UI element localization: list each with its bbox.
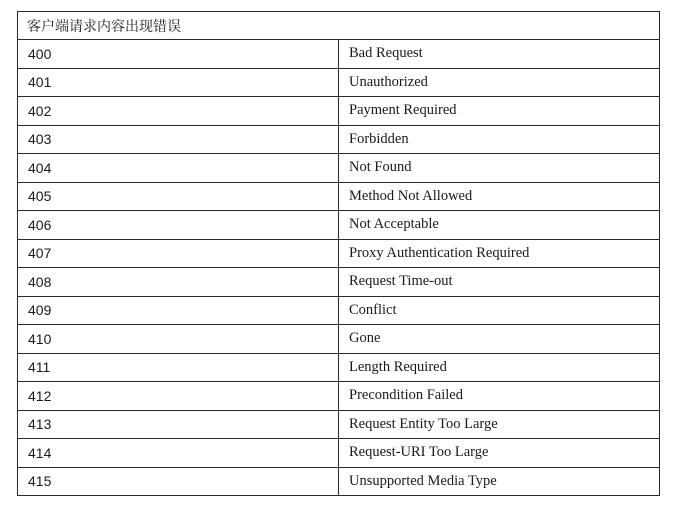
reason-phrase: Not Acceptable	[339, 211, 660, 240]
status-code: 403	[18, 125, 339, 154]
status-code: 413	[18, 410, 339, 439]
table-row	[18, 154, 660, 183]
table-row	[18, 68, 660, 97]
status-code: 410	[18, 325, 339, 354]
table-row	[18, 239, 660, 268]
reason-phrase: Bad Request	[339, 40, 660, 69]
status-code: 405	[18, 182, 339, 211]
table-row	[18, 410, 660, 439]
reason-phrase: Precondition Failed	[339, 382, 660, 411]
table-row	[18, 211, 660, 240]
table-row	[18, 353, 660, 382]
status-code: 402	[18, 97, 339, 126]
table-row	[18, 382, 660, 411]
reason-phrase: Gone	[339, 325, 660, 354]
status-code: 400	[18, 40, 339, 69]
reason-phrase: Proxy Authentication Required	[339, 239, 660, 268]
status-code: 401	[18, 68, 339, 97]
reason-phrase: Not Found	[339, 154, 660, 183]
table-row	[18, 467, 660, 496]
table-row	[18, 439, 660, 468]
reason-phrase: Request Time-out	[339, 268, 660, 297]
table-title-row	[18, 12, 660, 40]
reason-phrase: Unauthorized	[339, 68, 660, 97]
table-row	[18, 182, 660, 211]
reason-phrase: Request-URI Too Large	[339, 439, 660, 468]
status-code-table	[17, 11, 660, 496]
reason-phrase: Length Required	[339, 353, 660, 382]
reason-phrase: Conflict	[339, 296, 660, 325]
table-row	[18, 268, 660, 297]
status-code: 415	[18, 467, 339, 496]
status-code: 409	[18, 296, 339, 325]
status-code: 414	[18, 439, 339, 468]
status-code: 408	[18, 268, 339, 297]
status-code: 404	[18, 154, 339, 183]
reason-phrase: Method Not Allowed	[339, 182, 660, 211]
reason-phrase: Forbidden	[339, 125, 660, 154]
table-title: 客户端请求内容出现错误	[18, 12, 660, 40]
status-code-table-container	[17, 11, 660, 496]
status-code: 407	[18, 239, 339, 268]
status-code: 406	[18, 211, 339, 240]
table-row	[18, 97, 660, 126]
table-row	[18, 325, 660, 354]
status-code: 411	[18, 353, 339, 382]
status-code: 412	[18, 382, 339, 411]
table-body	[18, 12, 660, 496]
reason-phrase: Payment Required	[339, 97, 660, 126]
table-row	[18, 40, 660, 69]
reason-phrase: Request Entity Too Large	[339, 410, 660, 439]
table-row	[18, 125, 660, 154]
table-row	[18, 296, 660, 325]
reason-phrase: Unsupported Media Type	[339, 467, 660, 496]
